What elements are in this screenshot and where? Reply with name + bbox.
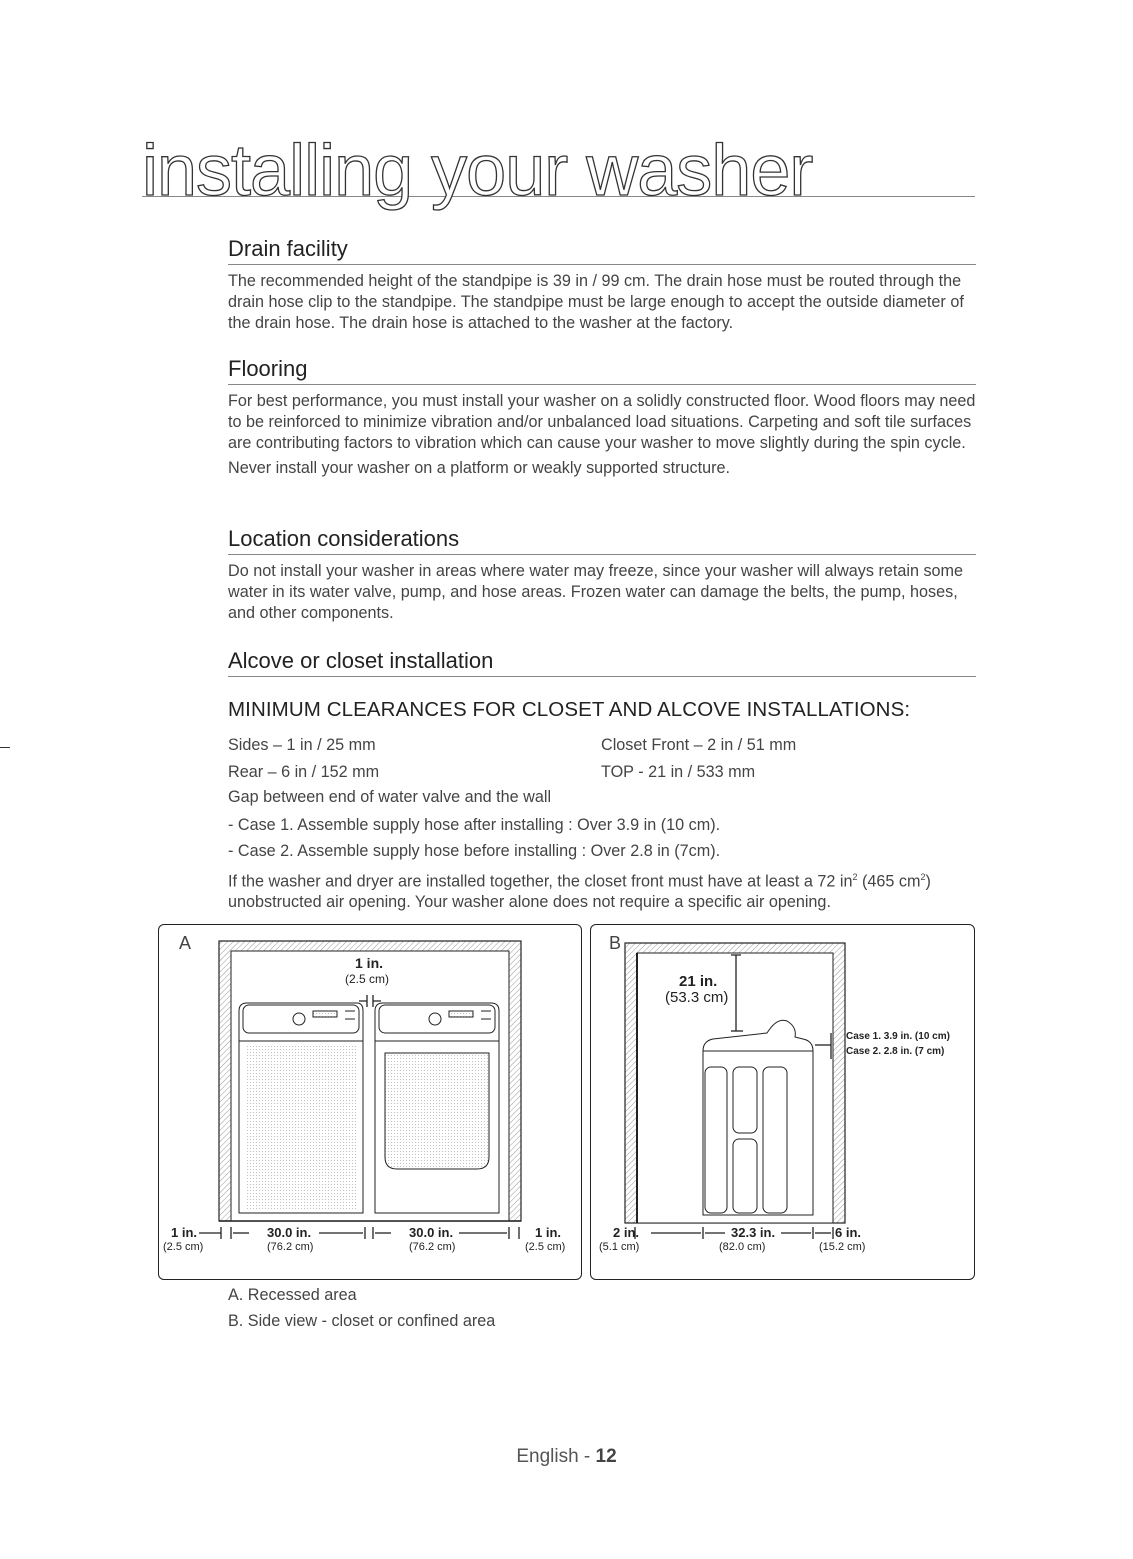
location-text: Do not install your washer in areas where water may freeze, since your washer will always retain some water in its water valve, pump, and hose areas. Frozen water can damage the belts, the pump, hoses, and other components. bbox=[228, 562, 964, 622]
flooring-warning: Never install your washer on a platform or weakly supported structure. bbox=[228, 459, 731, 477]
rear-gap-sub: (15.2 cm) bbox=[819, 1241, 866, 1253]
figure-a-recessed-area bbox=[158, 924, 582, 1280]
footer-language: English - bbox=[516, 1446, 596, 1467]
page-footer bbox=[0, 1446, 1133, 1468]
rear-gap-label: 6 in. bbox=[835, 1225, 862, 1240]
air-note-part1: If the washer and dryer are installed together, the closet front must have at least a 72 in bbox=[228, 872, 853, 891]
flooring-text: For best performance, you must install your washer on a solidly constructed floor. Wood floors may need to be reinforced to minimize vibration and/or unbalanced load situations. Carpeting and soft tile surfaces are contributing factors to vibration which can cause your washer to move slightly during the spin cycle. bbox=[228, 392, 976, 452]
page-title bbox=[142, 120, 975, 211]
case1-label: Case 1. 3.9 in. (10 cm) bbox=[846, 1031, 950, 1042]
top-clearance-sub: (53.3 cm) bbox=[665, 989, 729, 1006]
washer-front bbox=[239, 1003, 363, 1213]
figure-b-side-view bbox=[590, 924, 975, 1280]
left-gap-label: 1 in. bbox=[171, 1225, 198, 1240]
air-note-sup2: 2 bbox=[920, 872, 926, 882]
sides-clearance: Sides – 1 in / 25 mm bbox=[228, 736, 376, 754]
case2-note: - Case 2. Assemble supply hose before installing : Over 2.8 in (7cm). bbox=[228, 842, 721, 860]
alcove-heading: Alcove or closet installation bbox=[228, 648, 976, 677]
drain-facility-heading: Drain facility bbox=[228, 236, 976, 265]
left-margin-mark bbox=[0, 747, 10, 748]
right-gap-label: 1 in. bbox=[535, 1225, 562, 1240]
caption-a: A. Recessed area bbox=[228, 1286, 357, 1304]
figure-b-letter: B bbox=[609, 933, 622, 953]
case1-note: - Case 1. Assemble supply hose after installing : Over 3.9 in (10 cm). bbox=[228, 816, 721, 834]
page-title-text: installing your washer bbox=[142, 131, 813, 211]
air-note-line2: unobstructed air opening. Your washer alone does not require a specific air opening. bbox=[228, 893, 831, 912]
caption-b: B. Side view - closet or confined area bbox=[228, 1312, 496, 1330]
washer-width-sub: (76.2 cm) bbox=[267, 1241, 314, 1253]
air-note-sup1: 2 bbox=[852, 872, 858, 882]
closet-front-clearance: Closet Front – 2 in / 51 mm bbox=[601, 736, 797, 754]
air-note-part3: ) bbox=[925, 872, 931, 891]
washer-width-label: 30.0 in. bbox=[267, 1225, 312, 1240]
clearances-heading: MINIMUM CLEARANCES FOR CLOSET AND ALCOVE INSTALLATIONS: bbox=[228, 698, 911, 721]
air-opening-note bbox=[228, 867, 931, 913]
gap-top-sub: (2.5 cm) bbox=[345, 972, 390, 986]
depth-label: 32.3 in. bbox=[731, 1225, 776, 1240]
figure-a-letter: A bbox=[179, 933, 192, 953]
dryer-front bbox=[375, 1003, 499, 1213]
figure-b-drawing bbox=[591, 925, 974, 1279]
location-section bbox=[228, 526, 976, 624]
front-gap-sub: (5.1 cm) bbox=[599, 1241, 640, 1253]
air-note-part2: (465 cm bbox=[857, 872, 921, 891]
location-heading: Location considerations bbox=[228, 526, 976, 555]
gap-top-label: 1 in. bbox=[355, 955, 384, 971]
top-clearance: TOP - 21 in / 533 mm bbox=[601, 763, 756, 781]
flooring-heading: Flooring bbox=[228, 356, 976, 385]
left-gap-sub: (2.5 cm) bbox=[163, 1241, 204, 1253]
front-gap-label: 2 in. bbox=[613, 1225, 640, 1240]
washer-side bbox=[703, 1020, 813, 1215]
alcove-section bbox=[228, 648, 976, 677]
drain-facility-text: The recommended height of the standpipe is 39 in / 99 cm. The drain hose must be routed through the drain hose clip to the standpipe. The standpipe must be large enough to accept the outside diameter of the drain hose. The drain hose is attached to the washer at the factory. bbox=[228, 272, 964, 332]
drain-facility-section bbox=[228, 236, 976, 334]
page-number: 12 bbox=[595, 1446, 617, 1467]
flooring-section bbox=[228, 356, 976, 479]
right-gap-sub: (2.5 cm) bbox=[525, 1241, 566, 1253]
dryer-width-label: 30.0 in. bbox=[409, 1225, 454, 1240]
case2-label: Case 2. 2.8 in. (7 cm) bbox=[846, 1046, 945, 1057]
dryer-width-sub: (76.2 cm) bbox=[409, 1241, 456, 1253]
gap-note: Gap between end of water valve and the wall bbox=[228, 788, 552, 806]
top-clearance-label: 21 in. bbox=[679, 973, 718, 990]
depth-sub: (82.0 cm) bbox=[719, 1241, 766, 1253]
width-dimension-lines bbox=[199, 1227, 519, 1239]
rear-clearance: Rear – 6 in / 152 mm bbox=[228, 763, 380, 781]
